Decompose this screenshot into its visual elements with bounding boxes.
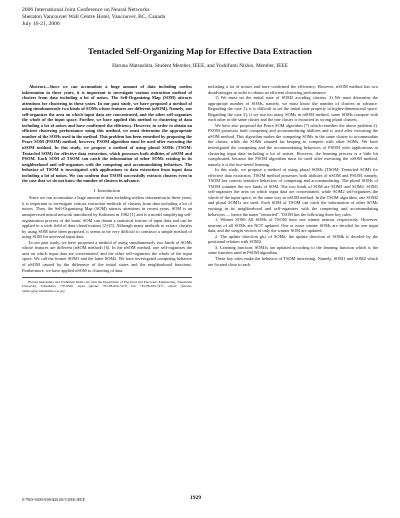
right-column	[208, 84, 378, 267]
author-footnote: Haruna Matsushita and Yoshifumi Nishio are with the Department of Electrical and Electronic Engineering, Tokushima University, Tokushima, 770-8506, Japan (phone: +81-88-656-7470; fax: +81-88-656-7471; email: {haruna, nishio}@ee.tokushima-u.ac.jp).	[22, 277, 192, 293]
abstract: Abstract—Since we can accumulate a huge amount of data including useless information in these years, it is important to investigate various extraction method of clusters from data including a lot of noises. The Self-Organizing Map (SOM) attracts attentions for clustering in these years. In our past study, we have proposed a method of using simultaneously two kinds of SOMs whose features are different (nSOM). Namely, one self-organizes the area on which input data are concentrated, and the other self-organizes the whole of the input space. Further, we have applied this method to clustering of data including a lot of noises and have confirmed the efficiency. However, in order to obtain an efficient clustering performance using this method, we must determine the appropriate number of the SOMs used in the method. This problem has been remedied by proposing the Peace SOM (PSOM) method, however, PSOM algorithm must be used after executing the nSOM method. In this study, we propose a method of using plural SOMs (TSOM: Tentacled SOM) for effective data extraction, which possesses both abilities of nSOM and PSOM. Each SOM of TSOM can catch the information of other SOMs existing in its neighborhood and self-organizes with the competing and accommodating behaviors. The behavior of TSOM is investigated with applications to data extraction from input data including a lot of noises. We can confirm that TSOM successfully extracts clusters even in the case that we do not know the number of clusters in advance.	[22, 84, 192, 184]
paper-title: Tentacled Self-Organizing Map for Effective Data Extraction	[88, 46, 312, 56]
page-number: 1929	[190, 495, 201, 501]
key-rule-3: 3. Learning function: SOM1s are updated according to the learning function which is the same function used in PSOM algorithm.	[208, 244, 378, 256]
right-paragraph-4: In this study, we propose a method of using plural SOMs (TSOM: Tentacled SOM) for effective data extraction. TSOM method possesses both abilities of nSOM and PSOM, namely, TSOM has context sensitive behaviors of competing and accommodating. The plural SOMs of TSOM contains the two kinds of SOM. The two kinds of SOM are SOM1 and SOM2. SOM1 self-organizes the area on which input data are concentrated, while SOM2 self-organizes the whole of the input space, in the same way as nSOM method. In the TSOM algorithm, one SOM2 and plural SOM1s are used. Each SOM of TSOM can catch the information of other SOMs existing in its neighborhood and self-organizes with the competing and accommodating behaviors — hence the name "tentacled". TSOM has the following three key rules.	[208, 167, 378, 217]
conference-header	[22, 7, 165, 28]
conference-venue: Sheraton Vancouver Wall Centre Hotel, Vancouver, BC, Canada	[22, 14, 166, 20]
copyright-line: 0-7803-9490-9/06/$20.00/©2006 IEEE	[22, 497, 86, 502]
paper-authors: Haruna Matsushita, Student Member, IEEE, and Yoshifumi Nishio, Member, IEEE	[112, 63, 288, 69]
right-paragraph-2: 1) We must set the initial state of SOM2 avoiding clusters. 2) We must determine the appropriate number of SOMs, namely, we must know the number of clusters in advance. Regarding the case 1), it is difficult to set the initial state properly in higher-dimensional space. Regarding the case 2), if we use too many SOMs in nSOM method, some SOMs compete with each other in the same cluster and the one cluster is extracted as wrong plural clusters.	[208, 95, 378, 123]
key-rule-1: 1. Winner SOM: All SOMs of TSOM have one winner neuron, respectively. However, neurons of all SOMs are NOT updated. One or more winner SOMs are decided for one input data, and the weight vectors of only the winner SOM are updated.	[208, 217, 378, 234]
intro-paragraph-1: Since we can accumulate a huge amount of data including useless information in these years, it is important to investigate various extraction methods of clusters from data including a lot of noises. Then, the Self-Organizing Map (SOM) attracts attentions in recent years. SOM is an unsupervised neural network introduced by Kohonen in 1982 [1] and is a model simplifying self-organization process of the brain. SOM can obtain a statistical feature of input data and can be applied to a wide field of data classifications [2]-[5]. Although many methods to extract clusters by using SOM have been proposed, it seems to be very difficult to construct a simple method of using SOM for universal input data.	[22, 195, 192, 240]
left-column	[22, 84, 192, 293]
conference-name: 2006 International Joint Conference on Neural Networks	[22, 7, 150, 13]
conference-dates: July 16-21, 2006	[22, 21, 60, 27]
right-paragraph-1: including a lot of noises and have confirmed the efficiency. However, nSOM method has two disadvantages in order to obtain an efficient clustering performance:	[208, 84, 378, 95]
intro-paragraph-2: In our past study, we have proposed a method of using simultaneously two kinds of SOMs whose features are different (nSOM method) [6]. In the nSOM method, one self-organizes the area on which input data are concentrated, and the other self-organizes the whole of the input space. We call the former SOM1 and the latter SOM2. We have investigated competing behavior of nSOM caused by the difference of the initial states and the neighborhood functions. Furthermore, we have applied nSOM to clustering of data	[22, 239, 192, 273]
key-rule-2: 2. The update direction gk,i of SOMk: the update direction of SOMk is decided by the positional relation with SOM2.	[208, 233, 378, 245]
right-paragraph-3: We have also proposed the Peace SOM algorithm [7] which remedies the above problem 2). PSOM possesses both competing and accommodating abilities and is used after executing the nSOM method. This algorithm makes the competing SOMs in the same cluster to accommodate the cluster, while the SOMs situated far keeping to compete with other SOMs. We have investigated the competing and the accommodating behaviors of PSOM with applications to clustering input data including a lot of noises. However, the learning process is a little bit complicated, because the PSOM algorithm must be used after executing the nSOM method, namely it is the two-tiered learning.	[208, 122, 378, 167]
right-paragraph-5: These key rules make the behavior of TSOM interesting. Namely, SOM1 and SOM2 which are located close to each	[208, 255, 378, 267]
section-heading-introduction: I. Introduction	[94, 187, 120, 193]
